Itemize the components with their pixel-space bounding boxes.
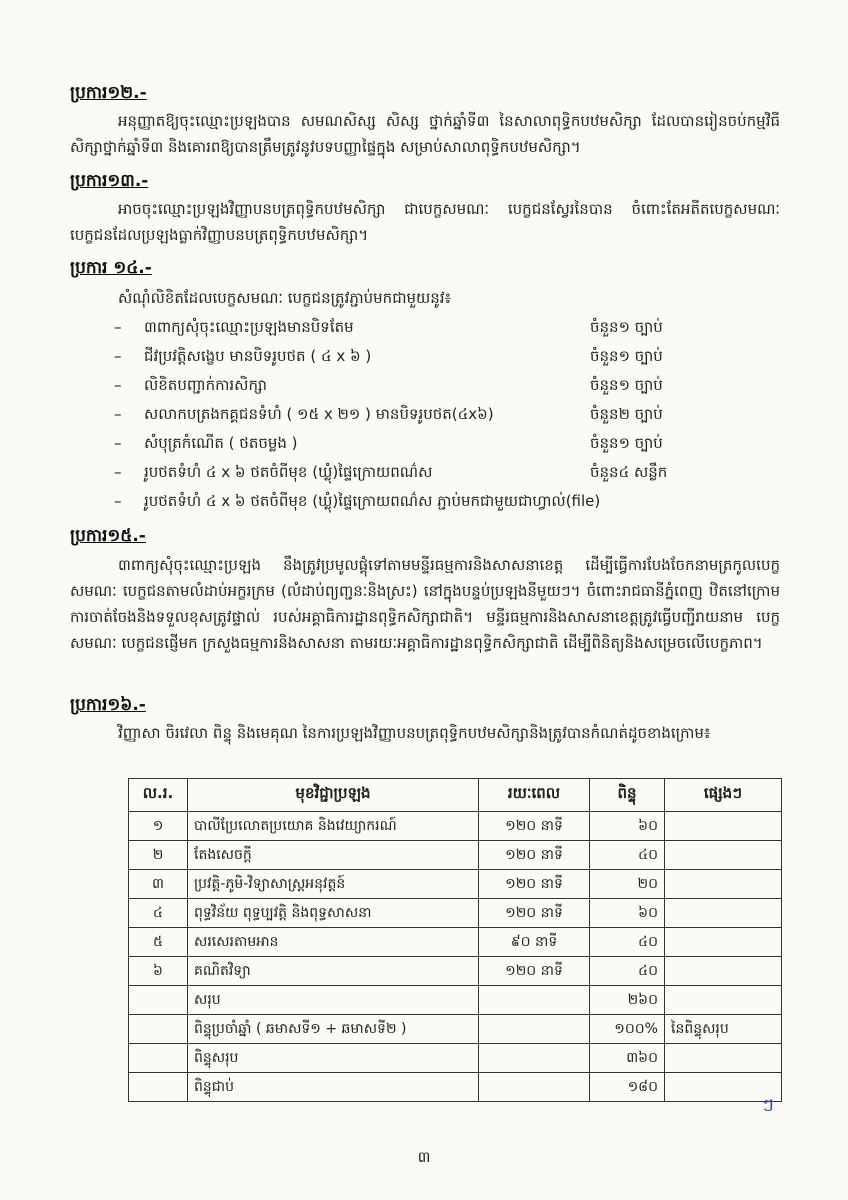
list-bullet: – (114, 492, 122, 510)
subject-name: ប្រវត្តិ-ភូមិ-វិទ្យាសាស្ត្រអនុវត្តន៍ (188, 870, 479, 899)
note (665, 1044, 782, 1073)
row-number (129, 1073, 188, 1102)
table-row-annual-score (129, 1015, 782, 1044)
score: ១៨០ (590, 1073, 665, 1102)
subject-name: បាលីប្រែលោតប្រយោគ និងវេយ្យាករណ៍ (188, 812, 479, 841)
page-number: ៣ (417, 1148, 431, 1166)
document-quantity: ចំនួន១ ច្បាប់ (590, 318, 663, 336)
list-item (114, 487, 774, 516)
list-item (114, 400, 774, 429)
list-item (114, 371, 774, 400)
score: ៤០ (590, 928, 665, 957)
note: នៃពិន្ទុសរុប (665, 1015, 782, 1044)
note (665, 986, 782, 1015)
article-13-text: អាចចុះឈ្មោះប្រឡងវិញ្ញាបនបត្រពុទ្ធិកបឋមសិក្សា ជាបេក្ខសមណៈ បេក្ខជនស្វែរនៃបាន ចំពោះតែអតីតបេក្ខសមណៈ បេក្ខជនដែលប្រឡងធ្លាក់វិញ្ញាបនបត្រពុទ្ធិកបឋមសិក្សា។ (70, 200, 780, 244)
note (665, 870, 782, 899)
row-number: ៦ (129, 957, 188, 986)
list-item (114, 342, 774, 371)
list-bullet: – (114, 376, 122, 394)
duration: ៩០ នាទី (479, 928, 590, 957)
column-header-note: ផ្សេងៗ (665, 779, 782, 812)
list-item (114, 429, 774, 458)
article-15-text: ៣ពាក្យសុំចុះឈ្មោះប្រឡង នឹងត្រូវប្រមូលផ្តុំទៅតាមមន្ទីរធម្មការនិងសាសនាខេត្ត ដើម្បីធ្វើការបែងចែកនាមត្រកូលបេក្ខសមណៈ បេក្ខជនតាមលំដាប់អក្ខរក្រម (លំដាប់ព្យញ្ជនៈនិងស្រះ) នៅក្នុងបន្ទប់ប្រឡងនីមួយៗ។ ចំពោះរាជធានីភ្នំពេញ ឋិតនៅក្រោមការចាត់ចែងនិងទទួលខុសត្រូវផ្ទាល់ របស់អគ្គាធិការដ្ឋានពុទ្ធិកសិក្សាជាតិ។ មន្ទីរធម្មការនិងសាសនាខេត្តត្រូវធ្វើបញ្ជីរាយនាម បេក្ខសមណៈ បេក្ខជនផ្ញើមក ក្រសួងធម្មការនិងសាសនា តាមរយៈអគ្គាធិការដ្ឋានពុទ្ធិកសិក្សាជាតិ ដើម្បីពិនិត្យនិងសម្រេចលើបេក្ខភាព។ (70, 556, 780, 652)
table-row (129, 899, 782, 928)
duration: ១២០ នាទី (479, 957, 590, 986)
document-name: ៣ពាក្យសុំចុះឈ្មោះប្រឡងមានបិទតែម (144, 318, 354, 336)
table-header-row (129, 779, 782, 812)
duration (479, 1073, 590, 1102)
table-row (129, 841, 782, 870)
duration (479, 986, 590, 1015)
row-number: ១ (129, 812, 188, 841)
article-12-heading: ប្រការ១២.- (70, 83, 147, 103)
required-documents-list (114, 313, 774, 516)
score: ៣៦០ (590, 1044, 665, 1073)
document-quantity: ចំនួន១ ច្បាប់ (590, 376, 663, 394)
score: ១០០% (590, 1015, 665, 1044)
note (665, 899, 782, 928)
row-number (129, 1044, 188, 1073)
table-row (129, 812, 782, 841)
table-row-passing-score (129, 1073, 782, 1102)
row-number: ៤ (129, 899, 188, 928)
article-15-heading: ប្រការ១៥.- (70, 526, 146, 546)
table-row (129, 870, 782, 899)
subject-name: គណិតវិទ្យា (188, 957, 479, 986)
list-item (114, 458, 774, 487)
article-16-text: វិញ្ញាសា ចិរវេលា ពិន្ទុ និងមេគុណ នៃការប្រឡងវិញ្ញាបនបត្រពុទ្ធិកបឋមសិក្សានិងត្រូវបានកំណត់ដូចខាងក្រោម៖ (118, 724, 711, 742)
subject-name: តែងសេចក្តី (188, 841, 479, 870)
row-number (129, 1015, 188, 1044)
subject-name: ពិន្ទុប្រចាំឆ្នាំ ( ឆមាសទី១ + ឆមាសទី២ ) (188, 1015, 479, 1044)
document-quantity: ចំនួន១ ច្បាប់ (590, 347, 663, 365)
document-name: សំបុត្រកំណើត ( ថតចម្លង ) (144, 434, 298, 452)
column-header-duration: រយៈពេល (479, 779, 590, 812)
article-16-heading: ប្រការ១៦.- (70, 695, 146, 715)
list-bullet: – (114, 318, 122, 336)
subject-name: ពិន្ទុសរុប (188, 1044, 479, 1073)
subject-name: ពុទ្ធវិន័យ ពុទ្ធប្បវត្តិ និងពុទ្ធសាសនា (188, 899, 479, 928)
row-number (129, 986, 188, 1015)
note (665, 957, 782, 986)
column-header-score: ពិន្ទុ (590, 779, 665, 812)
note (665, 928, 782, 957)
document-quantity: ចំនួន១ ច្បាប់ (590, 434, 663, 452)
document-name: រូបថតទំហំ ៤ x ៦ ថតចំពីមុខ (ឃ្លុំ)ផ្ទៃក្រោយពណ៌ស (144, 463, 433, 481)
column-header-subject: មុខវិជ្ជាប្រឡង (188, 779, 479, 812)
document-name: សលាកបត្រងកគ្គជនទំហំ ( ១៥ x ២១ ) មានបិទរូបថត(៤x៦) (144, 405, 494, 423)
document-name: ជីវប្រវត្តិសង្ខេប មានបិទរូបថត ( ៤ x ៦ ) (144, 347, 372, 365)
list-bullet: – (114, 405, 122, 423)
column-header-number: ល.រ. (129, 779, 188, 812)
score: ៦០ (590, 899, 665, 928)
duration (479, 1044, 590, 1073)
row-number: ៥ (129, 928, 188, 957)
exam-subjects-table (128, 778, 782, 1102)
list-bullet: – (114, 463, 122, 481)
article-14-text: សំណុំលិខិតដែលបេក្ខសមណៈ បេក្ខជនត្រូវភ្ជាប់មកជាមួយនូវ៖ (118, 289, 452, 307)
article-12-text: អនុញ្ញាតឱ្យចុះឈ្មោះប្រឡងបាន សមណសិស្ស សិស្ស ថ្នាក់ឆ្នាំទី៣ នៃសាលាពុទ្ធិកបឋមសិក្សា ដែលបានរៀនចប់កម្មវិធីសិក្សាថ្នាក់ឆ្នាំទី៣ និងគោរពឱ្យបានត្រឹមត្រូវនូវបទបញ្ញាផ្ទៃក្នុង សម្រាប់សាលាពុទ្ធិកបឋមសិក្សា។ (70, 112, 780, 156)
score: ២០ (590, 870, 665, 899)
note (665, 812, 782, 841)
subject-name: សរសេរតាមអាន (188, 928, 479, 957)
score: ៦០ (590, 812, 665, 841)
document-name: រូបថតទំហំ ៤ x ៦ ថតចំពីមុខ (ឃ្លុំ)ផ្ទៃក្រោយពណ៌ស ភ្ជាប់មកជាមួយជាហ្វាល់(file) (144, 492, 601, 510)
list-bullet: – (114, 347, 122, 365)
table-row-grand-total (129, 1044, 782, 1073)
row-number: ៣ (129, 870, 188, 899)
subject-name: ពិន្ទុជាប់ (188, 1073, 479, 1102)
document-quantity: ចំនួន២ ច្បាប់ (590, 405, 663, 423)
article-13-heading: ប្រការ១៣.- (70, 171, 149, 191)
duration: ១២០ នាទី (479, 841, 590, 870)
duration (479, 1015, 590, 1044)
duration: ១២០ នាទី (479, 870, 590, 899)
list-bullet: – (114, 434, 122, 452)
initials-mark: ៗ (762, 1095, 774, 1116)
document-quantity: ចំនួន៤ សន្លឹក (590, 463, 668, 481)
article-14-heading: ប្រការ ១៤.- (70, 258, 152, 278)
duration: ១២០ នាទី (479, 812, 590, 841)
note (665, 841, 782, 870)
list-item (114, 313, 774, 342)
table-row-total (129, 986, 782, 1015)
row-number: ២ (129, 841, 188, 870)
duration: ១២០ នាទី (479, 899, 590, 928)
table-row (129, 928, 782, 957)
score: ៤០ (590, 957, 665, 986)
score: ២៦០ (590, 986, 665, 1015)
document-name: លិខិតបញ្ជាក់ការសិក្សា (144, 376, 267, 394)
table-row (129, 957, 782, 986)
score: ៤០ (590, 841, 665, 870)
subject-name: សរុប (188, 986, 479, 1015)
